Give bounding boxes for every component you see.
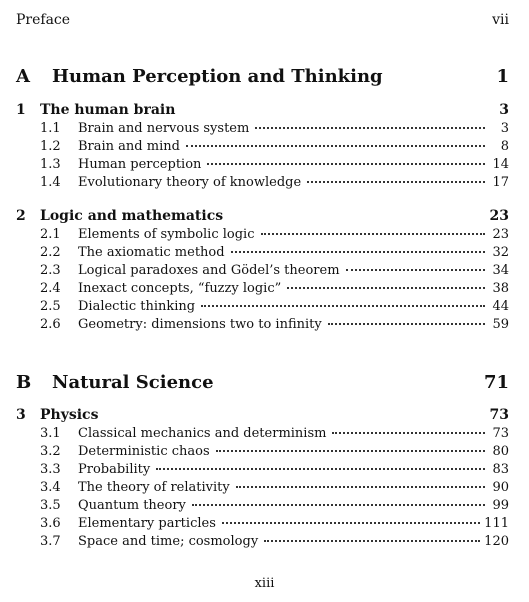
section-page: 14 <box>492 157 509 172</box>
section-title: Elementary particles <box>78 516 216 531</box>
dot-leader <box>264 540 480 542</box>
section-page: 38 <box>492 281 509 296</box>
part-letter: B <box>16 372 32 393</box>
section-title: Evolutionary theory of knowledge <box>78 175 302 190</box>
dot-leader <box>192 504 485 506</box>
section-title: Logical paradoxes and Gödel’s theorem <box>78 263 340 278</box>
chapter-title: Physics <box>40 407 99 423</box>
toc-section-3-5[interactable] <box>40 498 509 513</box>
section-title: Quantum theory <box>78 498 186 513</box>
preface-label: Preface <box>16 12 71 28</box>
toc-section-2-1[interactable] <box>40 227 509 242</box>
dot-leader <box>261 233 486 235</box>
toc-section-3-2[interactable] <box>40 444 509 459</box>
section-number: 1.2 <box>40 139 61 154</box>
part-page: 1 <box>496 66 509 87</box>
dot-leader <box>287 287 485 289</box>
section-page: 80 <box>492 444 509 459</box>
section-page: 8 <box>500 139 509 154</box>
section-title: Brain and mind <box>78 139 180 154</box>
section-title: Dialectic thinking <box>78 299 196 314</box>
dot-leader <box>328 323 485 325</box>
toc-section-2-2[interactable] <box>40 245 509 260</box>
section-title: Human perception <box>78 157 202 172</box>
dot-leader <box>222 522 480 524</box>
section-page: 32 <box>492 245 509 260</box>
page-number-footer: xiii <box>254 576 275 591</box>
toc-section-1-1[interactable] <box>40 121 509 136</box>
section-number: 1.3 <box>40 157 61 172</box>
section-number: 2.1 <box>40 227 61 242</box>
part-page: 71 <box>483 372 509 393</box>
chapter-number: 2 <box>16 208 26 224</box>
dot-leader <box>346 269 485 271</box>
section-number: 3.6 <box>40 516 61 531</box>
section-number: 3.2 <box>40 444 61 459</box>
section-title: Deterministic chaos <box>78 444 210 459</box>
section-number: 3.1 <box>40 426 61 441</box>
chapter-title: Logic and mathematics <box>40 208 224 224</box>
chapter-number: 3 <box>16 407 26 423</box>
section-number: 2.2 <box>40 245 61 260</box>
preface-page: vii <box>492 12 509 28</box>
section-page: 83 <box>492 462 509 477</box>
section-title: Brain and nervous system <box>78 121 250 136</box>
section-page: 17 <box>492 175 509 190</box>
chapter-heading-1[interactable] <box>16 102 509 118</box>
dot-leader <box>156 468 485 470</box>
dot-leader <box>231 251 485 253</box>
toc-section-2-6[interactable] <box>40 317 509 332</box>
section-page: 44 <box>492 299 509 314</box>
section-page: 34 <box>492 263 509 278</box>
dot-leader <box>186 145 485 147</box>
section-page: 59 <box>492 317 509 332</box>
toc-section-2-5[interactable] <box>40 299 509 314</box>
part-title: Natural Science <box>52 372 214 393</box>
toc-section-3-4[interactable] <box>40 480 509 495</box>
section-title: Classical mechanics and determinism <box>78 426 327 441</box>
section-number: 3.3 <box>40 462 61 477</box>
dot-leader <box>201 305 485 307</box>
section-title: Space and time; cosmology <box>78 534 259 549</box>
section-page: 23 <box>492 227 509 242</box>
toc-section-2-3[interactable] <box>40 263 509 278</box>
section-title: The axiomatic method <box>78 245 225 260</box>
section-number: 3.7 <box>40 534 61 549</box>
section-page: 3 <box>500 121 509 136</box>
dot-leader <box>236 486 485 488</box>
dot-leader <box>216 450 485 452</box>
toc-section-1-2[interactable] <box>40 139 509 154</box>
section-title: The theory of relativity <box>78 480 230 495</box>
section-number: 3.4 <box>40 480 61 495</box>
chapter-heading-3[interactable] <box>16 407 509 423</box>
chapter-title: The human brain <box>40 102 176 118</box>
section-title: Elements of symbolic logic <box>78 227 255 242</box>
section-page: 111 <box>484 516 509 531</box>
chapter-heading-2[interactable] <box>16 208 509 224</box>
part-heading-a[interactable] <box>16 66 509 87</box>
part-letter: A <box>16 66 30 87</box>
part-title: Human Perception and Thinking <box>52 66 383 87</box>
toc-entry-preface[interactable] <box>16 12 509 28</box>
dot-leader <box>332 432 485 434</box>
section-page: 73 <box>492 426 509 441</box>
chapter-number: 1 <box>16 102 26 118</box>
chapter-page: 23 <box>489 208 509 224</box>
section-page: 120 <box>484 534 509 549</box>
dot-leader <box>207 163 485 165</box>
toc-section-3-3[interactable] <box>40 462 509 477</box>
section-number: 2.4 <box>40 281 61 296</box>
section-number: 1.1 <box>40 121 61 136</box>
toc-section-2-4[interactable] <box>40 281 509 296</box>
part-heading-b[interactable] <box>16 372 509 393</box>
section-number: 1.4 <box>40 175 61 190</box>
toc-section-3-1[interactable] <box>40 426 509 441</box>
toc-section-3-6[interactable] <box>40 516 509 531</box>
toc-section-1-4[interactable] <box>40 175 509 190</box>
section-title: Geometry: dimensions two to infinity <box>78 317 322 332</box>
dot-leader <box>255 127 485 129</box>
chapter-page: 73 <box>489 407 509 423</box>
section-page: 99 <box>492 498 509 513</box>
chapter-page: 3 <box>499 102 509 118</box>
section-number: 2.3 <box>40 263 61 278</box>
toc-section-1-3[interactable] <box>40 157 509 172</box>
dot-leader <box>307 181 485 183</box>
toc-section-3-7[interactable] <box>40 534 509 549</box>
section-title: Inexact concepts, “fuzzy logic” <box>78 281 282 296</box>
section-page: 90 <box>492 480 509 495</box>
section-number: 3.5 <box>40 498 61 513</box>
section-number: 2.6 <box>40 317 61 332</box>
section-title: Probability <box>78 462 151 477</box>
section-number: 2.5 <box>40 299 61 314</box>
